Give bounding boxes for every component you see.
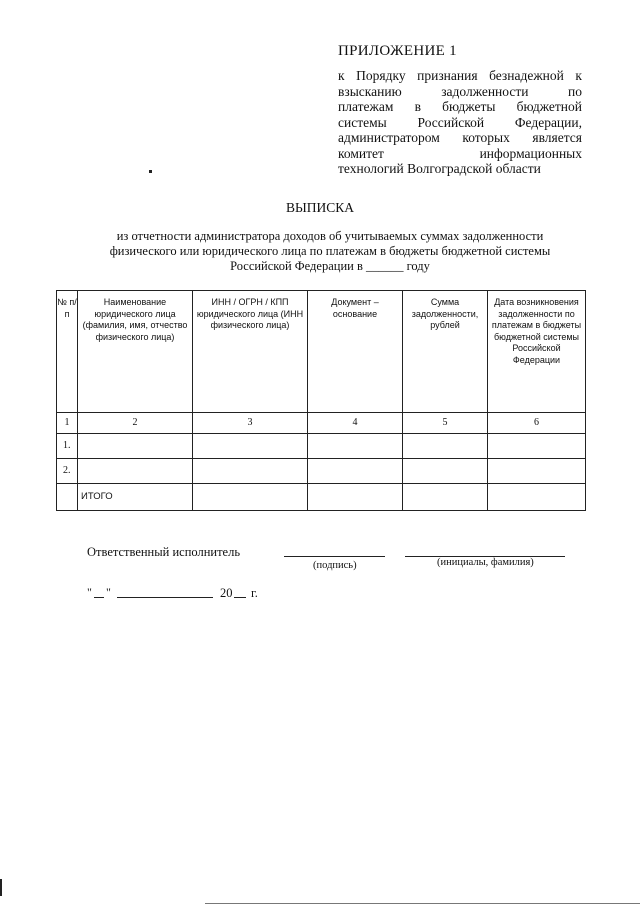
statement-table [56, 290, 586, 511]
name-caption: (инициалы, фамилия) [437, 557, 534, 568]
column-number-row [57, 413, 586, 434]
empty-cell [308, 484, 403, 511]
appendix-text [338, 68, 582, 177]
empty-cell [403, 484, 488, 511]
empty-cell [488, 434, 586, 459]
empty-cell [488, 484, 586, 511]
appendix-line: системы Российской Федерации, [338, 114, 582, 130]
total-label: ИТОГО [78, 484, 193, 511]
empty-cell [308, 434, 403, 459]
signature-line [284, 556, 385, 557]
empty-cell [488, 459, 586, 484]
empty-cell [193, 459, 308, 484]
empty-cell [78, 434, 193, 459]
empty-cell [193, 434, 308, 459]
subtitle-line: из отчетности администратора доходов об учитываемых суммах задолженности [116, 229, 544, 243]
column-number: 5 [403, 413, 488, 434]
responsible-executor-label: Ответственный исполнитель [87, 545, 241, 559]
column-number: 2 [78, 413, 193, 434]
appendix-line: взысканию задолженности по [338, 83, 582, 99]
column-number: 3 [193, 413, 308, 434]
empty-cell [57, 484, 78, 511]
appendix-line: к Порядку признания безнадежной к [338, 68, 582, 83]
empty-cell [403, 459, 488, 484]
empty-cell [308, 459, 403, 484]
date-day-line [94, 597, 104, 598]
header-cell-amount: Сумма задолженности, рублей [403, 291, 488, 413]
date-year-line [234, 597, 246, 598]
date-month-line [117, 597, 213, 598]
scan-edge-mark [0, 879, 2, 896]
document-title: ВЫПИСКА [285, 200, 355, 215]
date-year-prefix: 20 [220, 586, 233, 600]
appendix-line: администратором которых является [338, 130, 582, 145]
subtitle-line: Российской Федерации в ______ году [230, 259, 430, 273]
table-row [57, 434, 586, 459]
table-header-row [57, 291, 586, 413]
scan-speck [149, 170, 152, 173]
appendix-title: ПРИЛОЖЕНИЕ 1 [338, 43, 457, 59]
table-row [57, 459, 586, 484]
total-row [57, 484, 586, 511]
scan-bottom-line [205, 903, 640, 904]
header-cell-name: Наименование юридического лица (фамилия, имя, отчество физического лица) [78, 291, 193, 413]
header-cell-number: № п/п [57, 291, 78, 413]
date-year-suffix: г. [251, 586, 258, 600]
appendix-line: технологий Волгоградской области [338, 161, 541, 176]
column-number: 4 [308, 413, 403, 434]
column-number: 1 [57, 413, 78, 434]
empty-cell [78, 459, 193, 484]
header-cell-date: Дата возникновения задолженности по платежам в бюджеты бюджетной системы Российской Федерации [488, 291, 586, 413]
header-cell-inn: ИНН / ОГРН / КПП юридического лица (ИНН физического лица) [193, 291, 308, 413]
row-number: 1. [57, 434, 78, 459]
document-subtitle [90, 229, 570, 274]
date-quote-open: " [87, 585, 92, 599]
empty-cell [403, 434, 488, 459]
appendix-line: комитет информационных [338, 145, 582, 161]
row-number: 2. [57, 459, 78, 484]
subtitle-line: физического или юридического лица по платежам в бюджеты бюджетной системы [109, 244, 551, 258]
appendix-line: платежам в бюджеты бюджетной [338, 99, 582, 114]
header-cell-document: Документ – основание [308, 291, 403, 413]
column-number: 6 [488, 413, 586, 434]
empty-cell [193, 484, 308, 511]
signature-caption: (подпись) [313, 560, 357, 571]
date-quote-close: " [106, 585, 111, 599]
